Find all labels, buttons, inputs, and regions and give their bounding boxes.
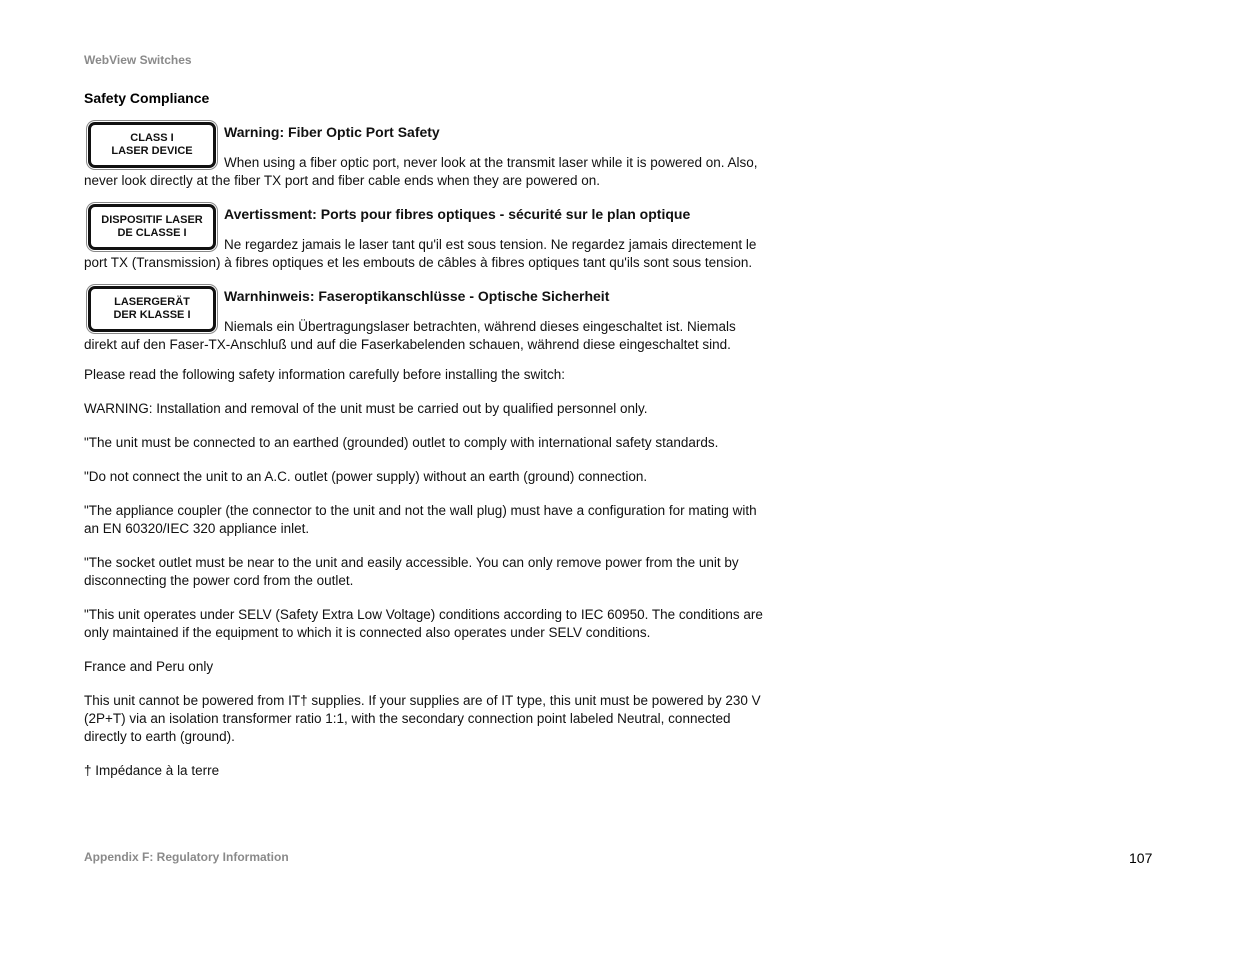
- paragraph: This unit cannot be powered from IT† supplies. If your supplies are of IT type, this unit must be powered by 230 V (2P+T) via an isolation transformer ratio 1:1, with the secondary connection point labeled Neutral, connected directly to earth (ground).: [84, 693, 761, 744]
- section-title: Safety Compliance: [84, 90, 210, 106]
- running-head: WebView Switches: [84, 53, 192, 67]
- warning-title: Warning: Fiber Optic Port Safety: [224, 124, 440, 140]
- paragraph: † Impédance à la terre: [84, 763, 220, 778]
- warning-body: Ne regardez jamais le laser tant qu'il est sous tension. Ne regardez jamais directement le port TX (Transmission) à fibres optiques et les embouts de câbles à fibres optiques tant qu'ils sont sous tension.: [84, 237, 757, 270]
- paragraph: WARNING: Installation and removal of the unit must be carried out by qualified personnel only.: [84, 401, 648, 416]
- paragraph: "The unit must be connected to an earthed (grounded) outlet to comply with international safety standards.: [84, 435, 719, 450]
- paragraph: "The appliance coupler (the connector to the unit and not the wall plug) must have a configuration for mating with an EN 60320/IEC 320 appliance inlet.: [84, 503, 757, 536]
- laser-class-label: DISPOSITIF LASER DE CLASSE I: [88, 204, 216, 250]
- paragraph: "This unit operates under SELV (Safety Extra Low Voltage) conditions according to IEC 60950. The conditions are only maintained if the equipment to which it is connected also operates under SELV conditions.: [84, 607, 763, 640]
- page-number: 107: [1129, 850, 1153, 866]
- paragraph: France and Peru only: [84, 659, 214, 674]
- page-content: [84, 120, 764, 796]
- warning-block-en: [84, 120, 764, 190]
- paragraph: "The socket outlet must be near to the unit and easily accessible. You can only remove power from the unit by disconnecting the power cord from the outlet.: [84, 555, 739, 588]
- footer-section-name: Appendix F: Regulatory Information: [84, 850, 289, 864]
- warning-block-fr: [84, 202, 764, 272]
- warning-body: When using a fiber optic port, never look at the transmit laser while it is powered on. Also, never look directly at the fiber TX port and fiber cable ends when they are powered on.: [84, 155, 758, 188]
- laser-class-label: LASERGERÄT DER KLASSE I: [88, 286, 216, 332]
- warning-title: Avertissment: Ports pour fibres optiques - sécurité sur le plan optique: [224, 206, 691, 222]
- warning-body: Niemals ein Übertragungslaser betrachten, während dieses eingeschaltet ist. Niemals direkt auf den Faser-TX-Anschluß und auf die Faserkabelenden schauen, während diese eingeschaltet sind.: [84, 319, 736, 352]
- paragraph: Please read the following safety information carefully before installing the switch:: [84, 367, 566, 382]
- warning-block-de: [84, 284, 764, 354]
- warning-title: Warnhinweis: Faseroptikanschlüsse - Optische Sicherheit: [224, 288, 610, 304]
- laser-class-label: CLASS I LASER DEVICE: [88, 122, 216, 168]
- paragraph: "Do not connect the unit to an A.C. outlet (power supply) without an earth (ground) connection.: [84, 469, 648, 484]
